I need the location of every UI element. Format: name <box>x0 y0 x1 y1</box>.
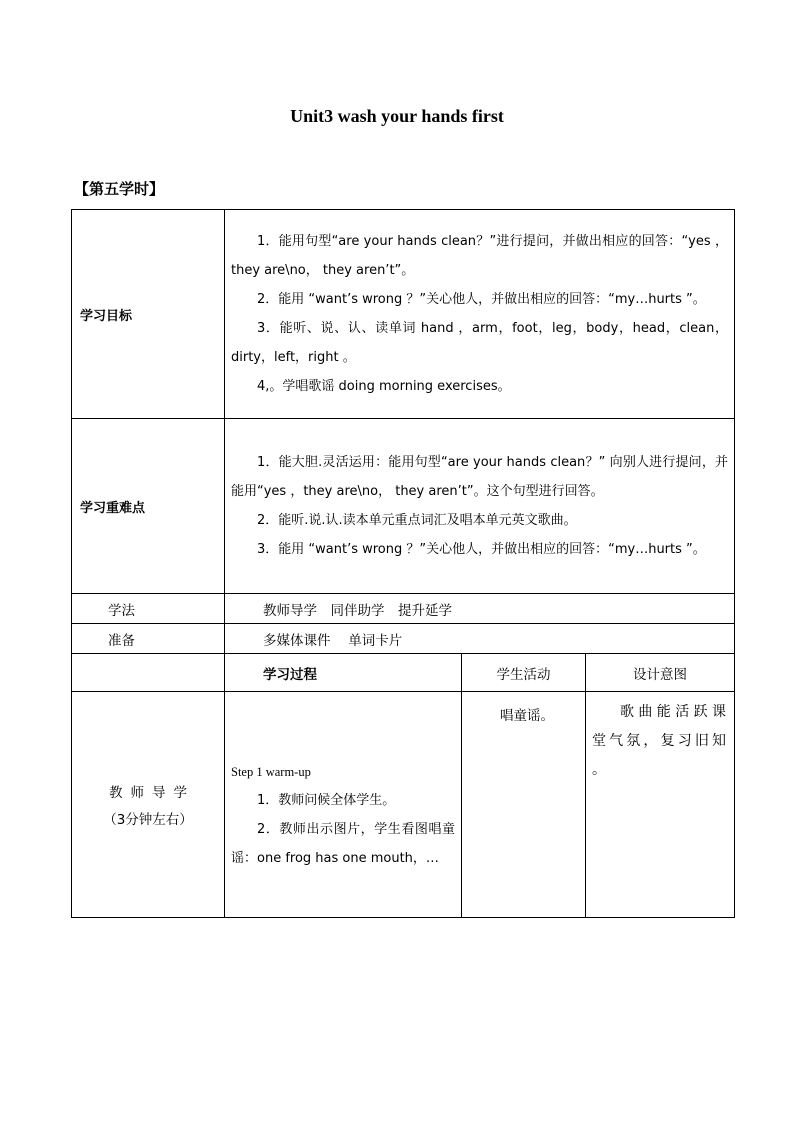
objective-item: 1．能用句型“are your hands clean？”进行提问，并做出相应的回答：“yes ，they are\no， they aren’t”。 <box>231 234 729 278</box>
key-point-item: 2．能听.说.认.读本单元重点词汇及唱本单元英文歌曲。 <box>257 513 577 528</box>
key-point-item: 1．能大胆.灵活运用：能用句型“are your hands clean？” 向别人进行提问，并能用“yes ，they are\no， they aren’t”。这个句型进行回答。 <box>231 455 729 499</box>
objective-item: 2．能用 “want’s wrong ？”关心他人，并做出相应的回答：“my…hurts ”。 <box>257 292 706 307</box>
prep-label: 准备 <box>72 624 225 654</box>
header-intent: 设计意图 <box>586 654 735 692</box>
method-value: 教师导学 同伴助学 提升延学 <box>225 594 735 624</box>
objectives-row <box>72 210 735 419</box>
prep-value: 多媒体课件 单词卡片 <box>225 624 735 654</box>
stage-process-cell <box>225 692 462 918</box>
objectives-content <box>225 210 735 419</box>
stage-row <box>72 692 735 918</box>
key-points-label: 学习重难点 <box>72 419 225 594</box>
stage-activity-cell <box>462 692 586 918</box>
stage-label: 教师导学 <box>109 784 195 801</box>
prep-row <box>72 624 735 654</box>
objective-item: 3．能听、说、认、读单词 hand ，arm，foot，leg，body，head，clean，dirty，left，right 。 <box>231 321 729 365</box>
key-points-content <box>225 419 735 594</box>
header-process: 学习过程 <box>225 654 462 692</box>
stage-intent-cell <box>586 692 735 918</box>
key-point-item: 3．能用 “want’s wrong ？”关心他人，并做出相应的回答：“my…hurts ”。 <box>257 542 706 557</box>
method-label: 学法 <box>72 594 225 624</box>
method-row <box>72 594 735 624</box>
stage-intent: 歌曲能活跃课堂气氛，复习旧知 。 <box>592 704 729 778</box>
document-title: Unit3 wash your hands first <box>290 106 504 126</box>
objective-item: 4,。学唱歌谣 doing morning exercises。 <box>257 379 511 394</box>
stage-label-cell <box>72 692 225 918</box>
lesson-plan-table <box>71 209 735 918</box>
key-points-row <box>72 419 735 594</box>
header-activity: 学生活动 <box>462 654 586 692</box>
header-empty-cell <box>72 654 225 692</box>
step-title: Step 1 warm-up <box>231 765 311 779</box>
stage-time: （3分钟左右） <box>103 811 193 828</box>
header-row <box>72 654 735 692</box>
stage-activity: 唱童谣。 <box>500 708 554 724</box>
process-item: 1．教师问候全体学生。 <box>257 793 396 808</box>
process-item: 2．教师出示图片，学生看图唱童谣：one frog has one mouth，… <box>231 822 455 866</box>
objectives-label: 学习目标 <box>72 210 225 419</box>
section-heading: 【第五学时】 <box>74 180 165 198</box>
